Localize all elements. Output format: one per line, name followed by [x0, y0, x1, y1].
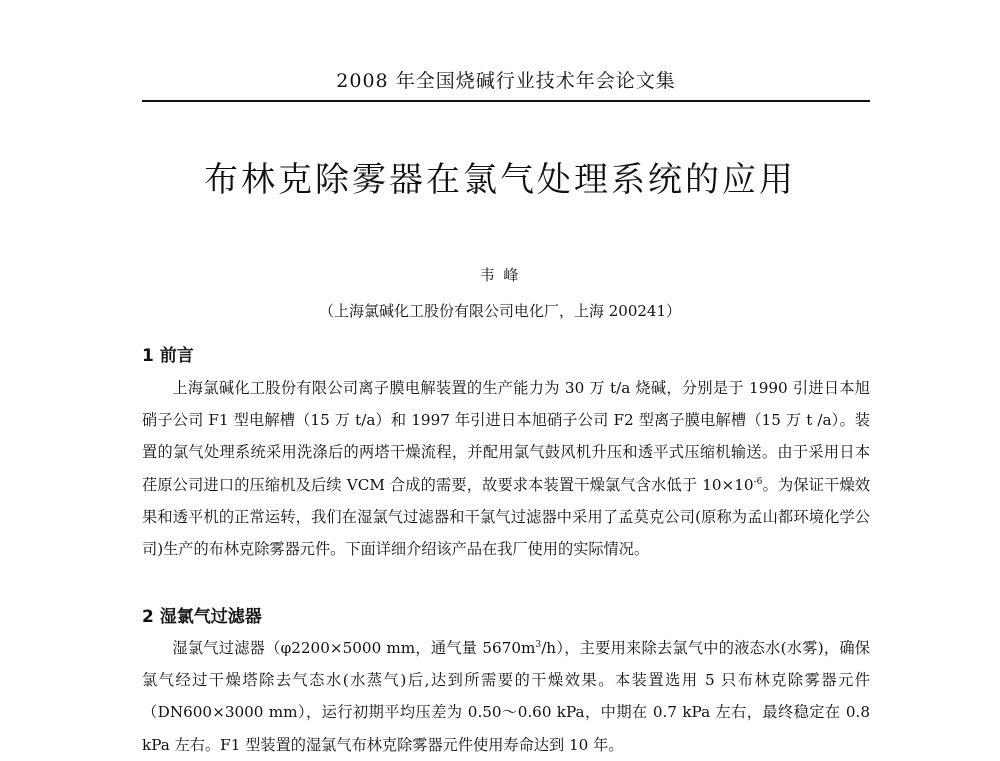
- affiliation: （上海氯碱化工股份有限公司电化厂，上海 200241）: [318, 302, 682, 320]
- paper-title: 布林克除雾器在氯气处理系统的应用: [204, 160, 796, 200]
- section-paragraph-wet-chlorine-filter: [142, 632, 870, 761]
- paragraph-text: 湿氯气过滤器（φ2200×5000 mm，通气量 5670m: [172, 639, 536, 657]
- superscript-exponent: -6: [753, 476, 763, 487]
- section-paragraph-introduction: [142, 372, 870, 565]
- section-heading-introduction: 1 前言: [142, 346, 194, 366]
- paragraph-text: 。为保证干燥效果和透平机的正常运转，我们在湿氯气过滤器和干氯气过滤器中采用了孟莫克公司(原称为孟山都环境化学公司)生产的布林克除雾器元件。下面详细介绍该产品在我厂使用的实际情况。: [142, 475, 871, 559]
- header-rule: [142, 100, 870, 102]
- paragraph-text: 上海氯碱化工股份有限公司离子膜电解装置的生产能力为 30 万 t/a 烧碱，分别是于 1990 引进日本旭硝子公司 F1 型电解槽（15 万 t/a）和 1997 年引进日本旭硝子公司 F2 型离子膜电解槽（15 万 t /a）。装置的氯气处理系统采用洗涤后的两塔干燥流程，并配用氯气鼓风机升压和透平式压缩机输送。由于采用日本荏原公司进口的压缩机及后续 VCM 合成的需要，故要求本装置干燥氯气含水低于 10×10: [142, 379, 870, 494]
- running-header: 2008 年全国烧碱行业技术年会论文集: [336, 70, 676, 92]
- superscript-exponent: 3: [535, 639, 542, 650]
- paragraph-text: /h），主要用来除去氯气中的液态水(水雾)，确保氯气经过干燥塔除去气态水(水蒸气)后,达到所需要的干燥效果。本装置选用 5 只布林克除雾器元件（DN600×3000 mm），运行初期平均压差为 0.50～0.60 kPa，中期在 0.7 kPa 左右，最终稳定在 0.8 kPa 左右。F1 型装置的湿氯气布林克除雾器元件使用寿命达到 10 年。: [142, 639, 870, 754]
- section-heading-wet-chlorine-filter: 2 湿氯气过滤器: [142, 607, 262, 627]
- author: 韦 峰: [479, 266, 521, 284]
